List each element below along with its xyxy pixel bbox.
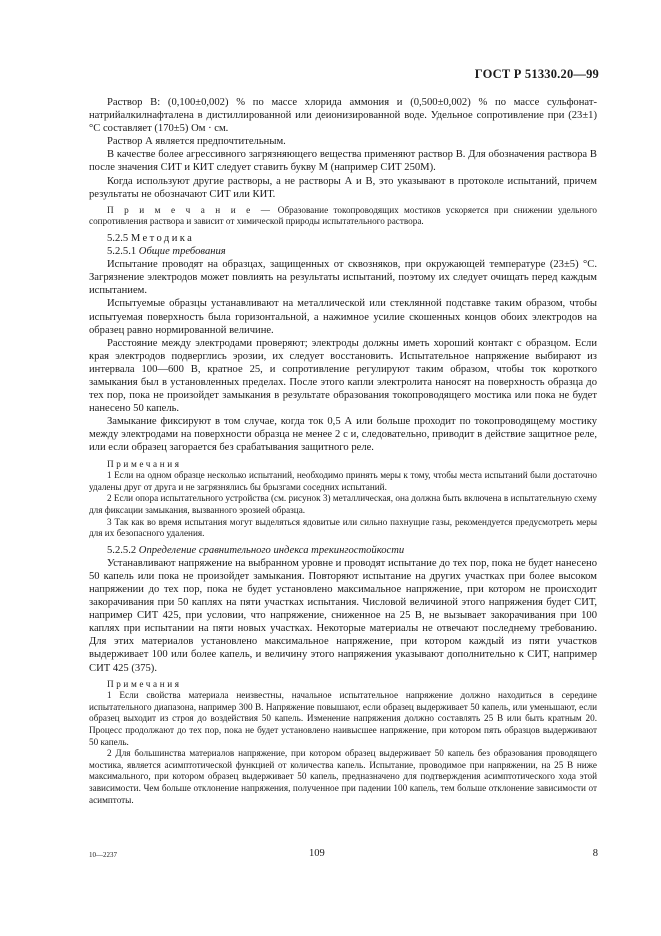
note-conductive-bridges xyxy=(89,205,597,228)
section-title: Определение сравнительного индекса трекингостойкости xyxy=(138,544,405,556)
note-item: 2 Для большинства материалов напряжение, при котором образец выдерживает 50 капель без образования проводящего мостика, является асимптотической функцией от количества капель. Испытание, проводимое при напряжении, на 25 В ниже максимального, при котором образец выдерживает 50 капель, предназначено для подтверждения асимптотического хода этой зависимости. Чем больше отклонение напряжения, полученное при падении 100 капель, тем больше отклонение зависимости от асимптоты. xyxy=(89,748,597,805)
section-heading-5-2-5 xyxy=(89,232,597,245)
paragraph-aggressive-contaminant: В качестве более агрессивного загрязняющего вещества применяют раствор В. Для обозначения раствора В после значения СИТ и КИТ следует ставить букву М (например СИТ 250М). xyxy=(89,149,597,174)
print-code: 10—2237 xyxy=(89,851,117,859)
note-item: 3 Так как во время испытания могут выделяться ядовитые или сильно пахнущие газы, рекомендуется предусмотреть меры для их безопасного удаления. xyxy=(89,516,597,539)
notes-heading: Примечания xyxy=(107,678,182,689)
paragraph-test-conditions: Испытание проводят на образцах, защищенных от сквозняков, при окружающей температуре (23±5) °С. Загрязнение электродов может повлиять на результаты испытаний, поэтому их следует очищать перед каждым испытанием. xyxy=(89,259,597,297)
notes-heading: Примечания xyxy=(107,458,182,469)
section-number: 5.2.5.2 xyxy=(107,544,137,556)
section-heading-5-2-5-2 xyxy=(89,544,597,557)
page-content xyxy=(89,96,597,806)
paragraph-other-solutions: Когда используют другие растворы, а не растворы А и В, это указывают в протоколе испытаний, причем результаты не обозначают СИТ или КИТ. xyxy=(89,175,597,200)
section-title: Общие требования xyxy=(138,246,226,258)
note-item: 1 Если свойства материала неизвестны, начальное испытательное напряжение должно находиться в середине испытательного диапазона, например 300 В. Напряжение повышают, если образец выдерживает 50 капель, или уменьшают, если образец выходит из строя до воздействия 50 капель. Изменение напряжения должно составлять 25 В или быть кратным 20. Процесс продолжают до тех пор, пока не будет установлено наивысшее напряжение, при котором пять образцов выдерживают 50 капель. xyxy=(89,690,597,747)
page-number: 109 xyxy=(309,848,325,859)
section-number: 5.2.5.1 xyxy=(107,246,137,258)
note-item: 1 Если на одном образце несколько испытаний, необходимо принять меры к тому, чтобы места испытаний были достаточно удалены друг от друга и не загрязнялись бы брызгами соседних испытаний. xyxy=(89,470,597,492)
note-text: Образование токопроводящих мостиков ускоряется при снижении удельного сопротивления раствора и зависит от химической природы испытательного раствора. xyxy=(89,204,598,227)
paragraph-cti-procedure: Устанавливают напряжение на выбранном уровне и проводят испытание до тех пор, пока не будет нанесено 50 капель или пока не произойдет замыкания. Повторяют испытание на других участках при более высоком напряжении до тех пор, пока не будет установлено максимальное напряжение, при котором не происходит закорачивания при 50 каплях на пяти участках испытания. Числовой величиной этого напряжения будет СИТ, например СИТ 425, при условии, что напряжение, сниженное на 25 В, не вызывает закорачивания при 100 каплях при испытании на пяти новых участках. Некоторые материалы не отвечают последнему требованию. Для этих материалов установлено максимальное напряжение, при котором каждый из пяти участков выдерживает 100 или более капель, и величину этого напряжения указывают дополнительно к СИТ, например СИТ 425 (375). xyxy=(89,557,597,674)
paragraph-solution-b: Раствор В: (0,100±0,002) % по массе хлорида аммония и (0,500±0,002) % по массе сульфонатнатрийалкилнафталена в дистиллированной или деионизированной воде. Удельное сопротивление при (23±1) °С составляет (170±5) Ом · см. xyxy=(89,97,597,135)
paragraph-short-circuit: Замыкание фиксируют в том случае, когда ток 0,5 А или больше проходит по токопроводящему мостику между электродами на поверхности образца не менее 2 с и, следовательно, приводит в действие защитное реле, или если образец загорается без срабатывания защитного реле. xyxy=(89,416,597,454)
section-heading-5-2-5-1 xyxy=(89,245,597,258)
note-item: 2 Если опора испытательного устройства (см. рисунок 3) металлическая, она должна быть включена в испытательную схему для фиксации замыкания, вызванного эрозией образца. xyxy=(89,493,597,515)
note-label: П р и м е ч а н и е — xyxy=(107,204,273,215)
section-title: Методика xyxy=(130,232,195,244)
section-number: 5.2.5 xyxy=(107,232,129,244)
paragraph-solution-a-preferred: Раствор А является предпочтительным. xyxy=(107,136,286,148)
paragraph-specimen-mounting: Испытуемые образцы устанавливают на металлической или стеклянной подставке таким образом, чтобы испытуемая поверхность была горизонтальной, а нажимное усилие скошенных концов обоих электродов на образец равно нормированной величине. xyxy=(89,298,597,336)
paragraph-electrode-distance: Расстояние между электродами проверяют; электроды должны иметь хороший контакт с образцом. Если края электродов подверглись эрозии, их следует восстановить. Испытательное напряжение выбирают из интервала 100—600 В, кратное 25, и сопротивление регулируют таким образом, чтобы ток короткого замыкания был в установленных пределах. После этого капли электролита наносят на поверхность образца до тех пор, пока не произойдет замыкания в результате образования токопроводящего мостика или пока не будет нанесено 50 капель. xyxy=(89,337,597,415)
standard-header: ГОСТ Р 51330.20—99 xyxy=(474,67,599,81)
sheet-number: 8 xyxy=(592,848,598,859)
